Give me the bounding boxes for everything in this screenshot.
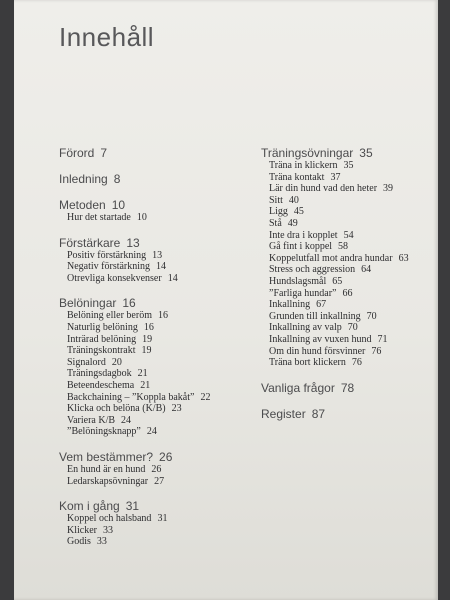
toc-entry [261, 311, 450, 323]
toc-entry [261, 183, 450, 195]
toc-heading [59, 146, 259, 160]
toc-entry-title: Koppelutfall mot andra hundar [269, 252, 393, 264]
toc-entry-title: Inträrad belöning [67, 333, 137, 345]
toc-entry-title: Träna bort klickern [269, 357, 346, 369]
toc-entry-page: 14 [167, 272, 178, 284]
book-page [14, 0, 438, 600]
toc-entry-page: 70 [347, 322, 358, 334]
toc-section [261, 146, 450, 369]
toc-section [59, 296, 259, 438]
toc-entry-title: Ledarskapsövningar [67, 475, 149, 487]
toc-heading-title: Belöningar [59, 296, 117, 311]
toc-entry [261, 264, 450, 276]
toc-entry [59, 525, 259, 537]
toc-entry [59, 345, 259, 357]
toc-heading-page: 16 [122, 296, 136, 311]
toc-entry-page: 33 [96, 536, 107, 548]
toc-entry [59, 415, 259, 427]
toc-entry-title: Naturlig belöning [67, 321, 138, 333]
toc-entry-title: Lär din hund vad den heter [269, 183, 378, 195]
toc-section [59, 146, 259, 160]
toc-entry-page: 23 [171, 403, 182, 415]
toc-heading [261, 407, 450, 421]
toc-entry [59, 403, 259, 415]
toc-entry [59, 464, 259, 476]
toc-entry-page: 10 [136, 212, 147, 223]
toc-heading [59, 172, 259, 186]
toc-entry-page: 66 [342, 287, 353, 299]
toc-heading-page: 13 [126, 235, 140, 250]
toc-section [59, 450, 259, 487]
toc-entry [59, 513, 259, 525]
toc-entry [59, 476, 259, 488]
toc-entry-page: 45 [293, 206, 304, 218]
toc-heading [261, 381, 450, 395]
toc-entry-title: Klicker [67, 524, 97, 536]
toc-entry-page: 64 [361, 264, 372, 276]
toc-entry-page: 27 [154, 475, 165, 487]
toc-heading-title: Kom i gång [59, 499, 120, 514]
toc-entry [59, 536, 259, 548]
toc-entry-title: ”Farliga hundar” [269, 287, 337, 299]
toc-entry-page: 70 [366, 310, 377, 322]
toc-right-column [261, 146, 450, 421]
toc-entry [59, 250, 259, 262]
toc-entry-page: 67 [316, 299, 327, 311]
toc-entry [261, 241, 450, 253]
toc-entry [59, 392, 259, 404]
toc-entry [261, 299, 450, 311]
toc-entry-page: 39 [383, 183, 394, 195]
toc-entry-page: 24 [121, 414, 132, 426]
toc-entry [59, 322, 259, 334]
toc-section [59, 499, 259, 548]
toc-heading-title: Träningsövningar [261, 146, 354, 160]
toc-entry-title: Beteendeschema [67, 379, 135, 391]
toc-entry [261, 195, 450, 207]
toc-entry-title: Hundslagsmål [269, 275, 327, 287]
toc-heading-page: 10 [111, 198, 126, 212]
toc-entry-title: Sitt [269, 194, 283, 206]
toc-entry-page: 40 [288, 194, 299, 206]
toc-entry-page: 76 [351, 357, 362, 369]
toc-entry [261, 322, 450, 334]
toc-heading [59, 499, 259, 513]
toc-entry-page: 20 [111, 356, 122, 368]
toc-entry-page: 54 [343, 229, 354, 241]
toc-entry-page: 71 [377, 333, 388, 345]
toc-entry-title: Stress och aggression [269, 264, 356, 276]
toc-entry-title: Klicka och belöna (K/B) [67, 403, 166, 415]
toc-entry-title: Träna in klickern [269, 160, 338, 171]
toc-heading-title: Vem bestämmer? [59, 449, 154, 464]
toc-entry [261, 288, 450, 300]
toc-entry-title: Träningskontrakt [67, 345, 136, 357]
toc-entry [59, 310, 259, 322]
toc-entry-title: Gå fint i koppel [269, 241, 333, 253]
toc-entry-title: Grunden till inkallning [269, 310, 361, 322]
toc-entry-title: Godis [67, 536, 91, 548]
toc-entry-page: 37 [330, 171, 341, 183]
toc-heading [59, 450, 259, 464]
toc-entry [261, 334, 450, 346]
toc-entry-page: 58 [338, 241, 349, 253]
toc-entry-page: 26 [151, 463, 162, 475]
toc-entry-title: Belöning eller beröm [67, 310, 152, 322]
toc-heading [59, 198, 259, 212]
toc-heading-page: 26 [159, 449, 173, 464]
toc-entry-title: ”Belöningsknapp” [67, 426, 141, 438]
toc-entry [59, 334, 259, 346]
toc-entry-title: Stå [269, 217, 282, 229]
toc-entry-page: 16 [157, 310, 168, 322]
toc-left-column [59, 146, 259, 548]
toc-entry-title: Negativ förstärkning [67, 261, 151, 273]
toc-section [59, 236, 259, 285]
toc-entry-title: Inkallning [269, 299, 311, 311]
toc-heading-page: 35 [359, 146, 373, 160]
toc-section [261, 407, 450, 421]
toc-entry-page: 31 [157, 513, 168, 525]
toc-entry [261, 172, 450, 184]
toc-entry-title: Otrevliga konsekvenser [67, 272, 162, 284]
toc-entry-page: 19 [142, 333, 153, 345]
toc-entry-title: Ligg [269, 206, 288, 218]
toc-entry [261, 218, 450, 230]
toc-heading-page: 7 [100, 146, 108, 160]
toc-heading [59, 236, 259, 250]
toc-entry-page: 21 [140, 379, 151, 391]
toc-entry-page: 49 [287, 217, 298, 229]
toc-section [59, 172, 259, 186]
toc-heading-page: 78 [340, 380, 355, 395]
toc-entry-page: 33 [103, 524, 113, 536]
toc-entry [59, 212, 259, 224]
toc-entry-title: Backchaining – ”Koppla bakåt” [67, 391, 195, 403]
toc-entry [261, 206, 450, 218]
toc-section [59, 198, 259, 224]
toc-entry-page: 13 [152, 249, 163, 261]
toc-entry [261, 230, 450, 242]
toc-entry-page: 65 [332, 275, 343, 287]
toc-entry-title: Om din hund försvinner [269, 345, 366, 357]
toc-entry-title: Signalord [67, 356, 106, 368]
toc-entry [59, 380, 259, 392]
toc-entry [59, 261, 259, 273]
toc-entry [59, 426, 259, 438]
toc-entry-page: 63 [398, 252, 409, 264]
toc-heading-page: 87 [311, 406, 326, 421]
toc-entry [261, 253, 450, 265]
toc-heading [59, 296, 259, 310]
toc-heading-title: Register [261, 406, 306, 421]
toc-entry-title: Positiv förstärkning [67, 249, 147, 261]
toc-entry-page: 16 [143, 321, 154, 333]
toc-entry-title: Hur det startade [67, 212, 131, 223]
toc-heading-title: Förord [59, 146, 95, 160]
toc-heading-page: 8 [113, 172, 121, 186]
toc-entry [59, 357, 259, 369]
toc-entry-title: Träningsdagbok [67, 368, 132, 380]
toc-heading-title: Vanliga frågor [261, 380, 335, 395]
toc-entry [59, 368, 259, 380]
toc-entry-title: Inte dra i kopplet [269, 229, 338, 241]
toc-entry [59, 273, 259, 285]
toc-heading-title: Metoden [59, 198, 106, 212]
toc-heading [261, 146, 450, 160]
toc-entry [261, 276, 450, 288]
toc-heading-page: 31 [125, 499, 140, 514]
page-title: Innehåll [59, 22, 155, 52]
toc-heading-title: Förstärkare [59, 235, 121, 250]
toc-entry-title: Inkallning av valp [269, 322, 342, 334]
toc-entry [261, 357, 450, 369]
toc-entry-title: Koppel och halsband [67, 513, 152, 525]
toc-entry-title: Variera K/B [67, 414, 116, 426]
toc-entry-title: Inkallning av vuxen hund [269, 333, 372, 345]
toc-entry-page: 24 [146, 426, 157, 438]
toc-section [261, 381, 450, 395]
toc-entry-page: 14 [156, 261, 167, 273]
toc-entry-page: 22 [200, 391, 211, 403]
toc-entry [261, 346, 450, 358]
toc-entry-page: 21 [137, 368, 148, 380]
toc-heading-title: Inledning [59, 172, 108, 186]
toc-entry-title: En hund är en hund [67, 463, 146, 475]
toc-entry-page: 35 [343, 160, 354, 171]
toc-entry-title: Träna kontakt [269, 171, 325, 183]
toc-entry-page: 76 [371, 345, 382, 357]
toc-entry-page: 19 [141, 345, 152, 357]
toc-entry [261, 160, 450, 172]
